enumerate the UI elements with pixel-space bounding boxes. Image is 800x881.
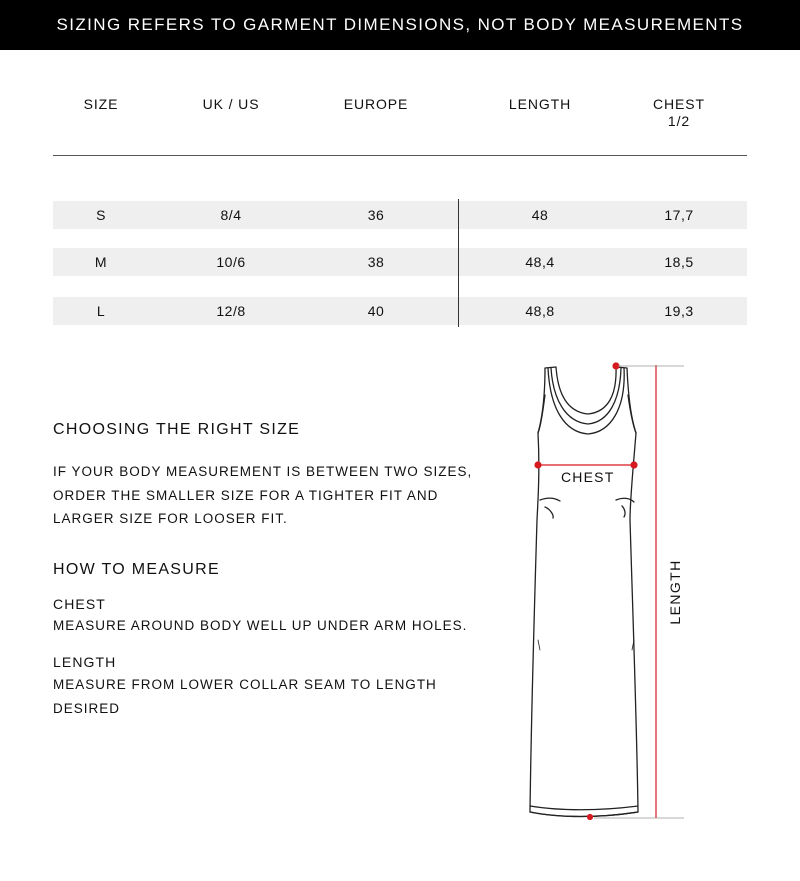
cell-uk-us: 8/4	[220, 207, 242, 223]
table-row	[53, 297, 747, 325]
cell-uk-us: 10/6	[216, 254, 246, 270]
cell-length: 48	[531, 207, 549, 223]
measurement-lines	[535, 363, 656, 820]
length-point-bottom	[588, 815, 593, 820]
cell-chest: 19,3	[664, 303, 694, 319]
choosing-title: CHOOSING THE RIGHT SIZE	[53, 421, 301, 438]
header-length: LENGTH	[508, 96, 572, 112]
choosing-line: ORDER THE SMALLER SIZE FOR A TIGHTER FIT AND	[53, 487, 439, 503]
cell-uk-us: 12/8	[216, 303, 246, 319]
cell-size: L	[96, 303, 106, 319]
chest-instructions: MEASURE AROUND BODY WELL UP UNDER ARM HOLES.	[53, 618, 468, 633]
column-divider	[458, 199, 459, 327]
cell-europe: 40	[367, 303, 385, 319]
choosing-text	[53, 460, 472, 531]
chest-label: CHEST	[561, 469, 615, 485]
table-row	[53, 201, 747, 229]
choosing-line: LARGER SIZE FOR LOOSER FIT.	[53, 511, 288, 526]
cell-europe: 38	[367, 254, 385, 270]
chest-point-right	[631, 462, 637, 468]
choosing-line: IF YOUR BODY MEASUREMENT IS BETWEEN TWO SIZES,	[53, 464, 473, 479]
cell-chest: 17,7	[664, 207, 694, 223]
header-divider	[53, 155, 747, 156]
sizing-banner: SIZING REFERS TO GARMENT DIMENSIONS, NOT BODY MEASUREMENTS	[0, 0, 800, 50]
length-line: DESIRED	[53, 700, 121, 716]
chest-subtitle: CHEST	[53, 596, 106, 612]
header-size: SIZE	[83, 96, 119, 112]
table-row	[53, 248, 747, 276]
dress-outline-icon	[530, 367, 638, 817]
length-subtitle: LENGTH	[53, 654, 117, 670]
length-label: LENGTH	[667, 559, 683, 625]
cell-europe: 36	[367, 207, 385, 223]
length-line: MEASURE FROM LOWER COLLAR SEAM TO LENGTH	[53, 677, 437, 692]
header-uk-us: UK / US	[202, 96, 260, 112]
cell-chest: 18,5	[664, 254, 694, 270]
chest-point-left	[535, 462, 541, 468]
how-to-measure-title: HOW TO MEASURE	[53, 561, 220, 578]
cell-size: S	[96, 207, 106, 223]
cell-length: 48,4	[525, 254, 555, 270]
header-europe: EUROPE	[343, 96, 409, 112]
length-instructions	[53, 673, 437, 720]
header-chest-half: CHEST 1/2	[653, 96, 705, 129]
cell-size: M	[94, 254, 108, 270]
cell-length: 48,8	[525, 303, 555, 319]
